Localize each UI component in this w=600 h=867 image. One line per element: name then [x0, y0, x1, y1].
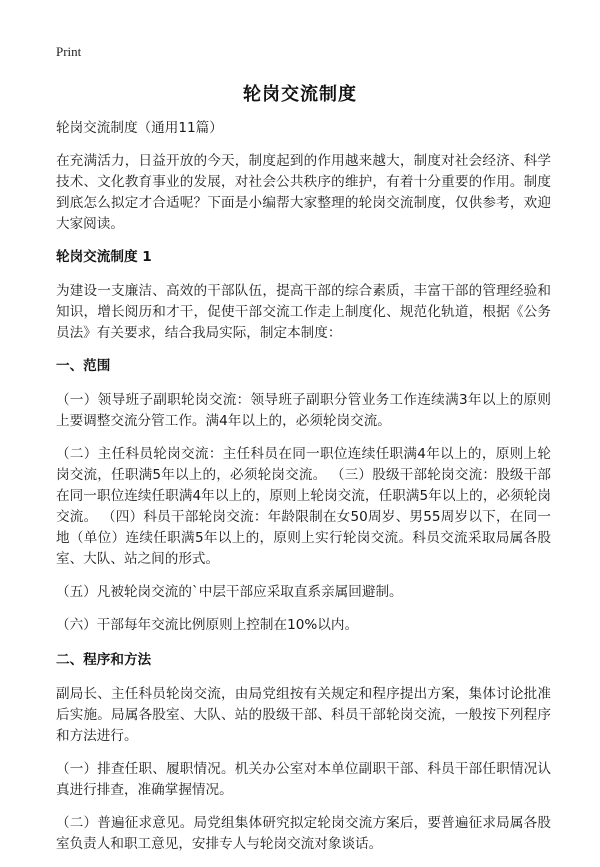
print-label: Print [56, 44, 82, 59]
document-body [56, 118, 551, 867]
document-subtitle: 轮岗交流制度（通用11篇） [56, 120, 223, 136]
procedure-paragraph-3: （二）普遍征求意见。局党组集体研究拟定轮岗交流方案后，要普遍征求局属各股室负责人和职工意见，安排专人与轮岗交流对象谈话。 [56, 815, 551, 852]
intro-paragraph: 在充满活力，日益开放的今天，制度起到的作用越来越大，制度对社会经济、科学技术、文化教育事业的发展，对社会公共秩序的维护，有着十分重要的作用。制度到底怎么拟定才合适呢？下面是小编帮大家整理的轮岗交流制度，仅供参考，欢迎大家阅读。 [56, 153, 551, 232]
procedure-paragraph-1: 副局长、主任科员轮岗交流，由局党组按有关规定和程序提出方案，集体讨论批准后实施。局属各股室、大队、站的股级干部、科员干部轮岗交流，一般按下列程序和方法进行。 [56, 686, 551, 744]
scope-heading: 一、范围 [56, 358, 111, 374]
page-title: 轮岗交流制度 [243, 84, 357, 105]
scope-paragraph-3: （五）凡被轮岗交流的`中层干部应采取直系亲属回避制。 [56, 584, 403, 600]
section-heading-1: 轮岗交流制度 1 [56, 249, 152, 265]
procedure-paragraph-2: （一）排查任职、履职情况。机关办公室对本单位副职干部、科员干部任职情况认真进行排查，准确掌握情况。 [56, 761, 551, 798]
scope-paragraph-1: （一）领导班子副职轮岗交流：领导班子副职分管业务工作连续满3年以上的原则上要调整交流分管工作。满4年以上的，必须轮岗交流。 [56, 392, 551, 429]
scope-paragraph-4: （六）干部每年交流比例原则上控制在10%以内。 [56, 617, 359, 633]
procedure-heading: 二、程序和方法 [56, 652, 152, 668]
scope-paragraph-2: （二）主任科员轮岗交流：主任科员在同一职位连续任职满4年以上的，原则上轮岗交流，任职满5年以上的，必须轮岗交流。 （三）股级干部轮岗交流：股级干部在同一职位连续任职满4年以上的，原则上轮岗交流，任职满5年以上的，必须轮岗交流。 （四）科员干部轮岗交流：年龄限制在女50周岁、男55周岁以下，在同一地（单位）连续任职满5年以上的，原则上实行轮岗交流。科员交流采取局属各股室、大队、站之间的形式。 [56, 446, 551, 567]
section1-intro-paragraph: 为建设一支廉洁、高效的干部队伍，提高干部的综合素质，丰富干部的管理经验和知识，增长阅历和才干，促使干部交流工作走上制度化、规范化轨道，根据《公务员法》有关要求，结合我局实际，制定本制度： [56, 283, 551, 341]
